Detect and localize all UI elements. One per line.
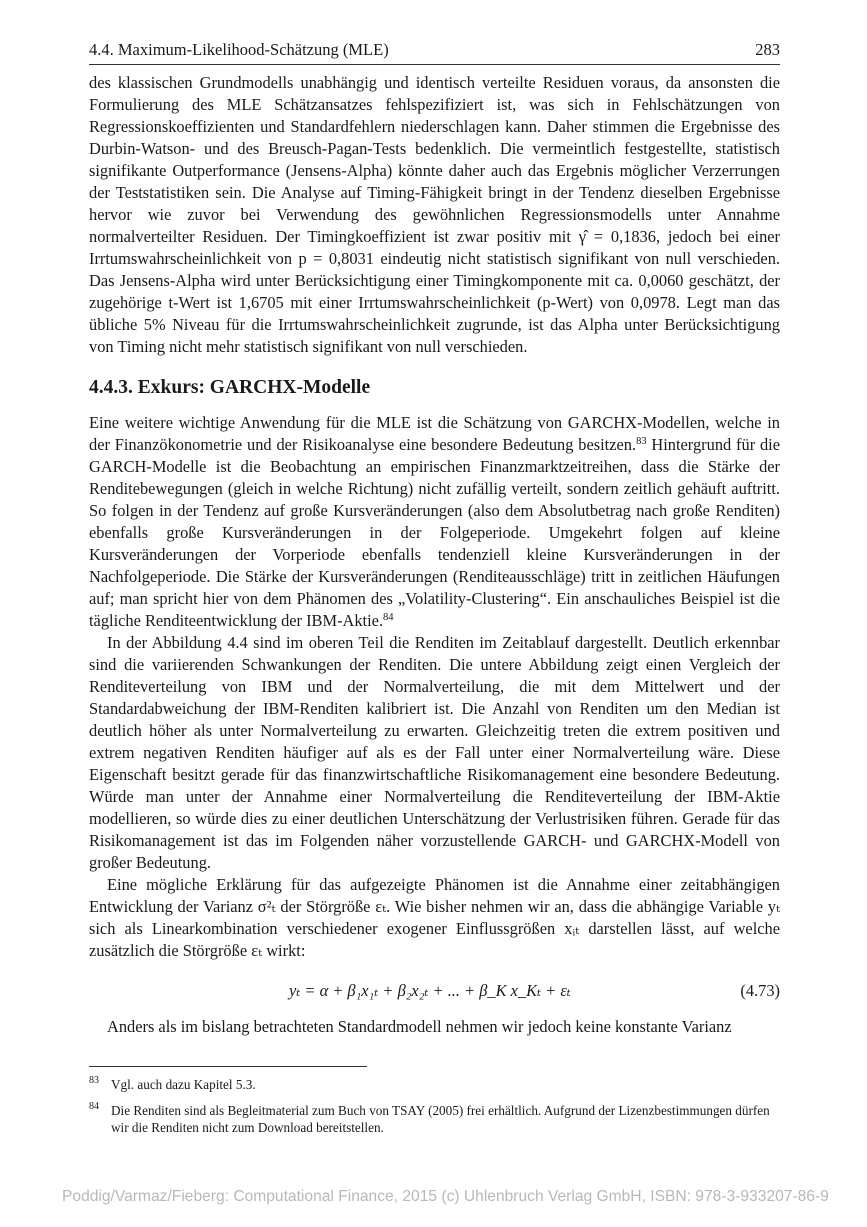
footnote-ref-83[interactable]: 83 — [636, 436, 647, 447]
footnote-rule — [89, 1066, 367, 1067]
footnotes — [89, 1076, 780, 1145]
equation-number: (4.73) — [740, 981, 780, 1000]
page-body — [89, 72, 780, 1038]
footnote-ref-84[interactable]: 84 — [383, 612, 394, 623]
paragraph-continues: Anders als im bislang betrachteten Standardmodell nehmen wir jedoch keine konstante Varianz — [107, 1017, 732, 1036]
footnote-text: Vgl. auch dazu Kapitel 5.3. — [111, 1077, 256, 1092]
footnote-84 — [89, 1102, 780, 1136]
equation-formula: yₜ = α + β₁x₁ₜ + β₂x₂ₜ + ... + β_K x_Kₜ + εₜ — [289, 981, 571, 1000]
paragraph-figure-discussion: In der Abbildung 4.4 sind im oberen Teil die Renditen im Zeitablauf dargestellt. Deutlich erkennbar sind die variierenden Schwankungen der Renditen. Die untere Abbildung zeigt einen Vergleich der Renditeverteilung von IBM und der Normalverteilung, die mit dem Mittelwert und der Standardabweichung der IBM-Renditen kalibriert ist. Die Anzahl von Renditen um den Median ist deutlich höher als unter Normalverteilung zu erwarten. Gleichzeitig treten die extrem positiven und extrem negativen Renditen häufiger auf als es der Fall unter einer Normalverteilung wäre. Diese Eigenschaft besitzt gerade für das finanzwirtschaftliche Risikomanagement eine besondere Bedeutung. Würde man unter der Annahme einer Normalverteilung die Renditeverteilung der IBM-Aktie modellieren, so würde dies zu einer deutlichen Unterschätzung der Verlustrisiken führen. Gerade für das Risikomanagement ist das im Folgenden näher vorzustellende GARCH- und GARCHX-Modell von großer Bedeutung. — [89, 633, 780, 872]
paragraph-continuation: des klassischen Grundmodells unabhängig und identisch verteilte Residuen voraus, da ansonsten die Formulierung des MLE Schätzansatzes fehlspezifiziert ist, was sich in Fehlschätzungen von Regressionskoeffizienten und Standardfehlern niederschlagen kann. Daher stimmen die Ergebnisse des Durbin-Watson- und des Breusch-Pagan-Tests bedenklich. Die vermeintlich festgestellte, statistisch signifikante Outperformance (Jensens-Alpha) könnte daher auch das Ergebnis möglicher Verzerrungen der Teststatistiken sein. Die Analyse auf Timing-Fähigkeit bringt in der Tendenz dieselben Ergebnisse hervor wie zuvor bei Verwendung des gewöhnlichen Regressionsmodells unter Annahme normalverteilter Residuen. Der Timingkoeffizient ist zwar positiv mit γ̂ = 0,1836, jedoch bei einer Irrtumswahrscheinlichkeit von p = 0,8031 eindeutig nicht statistisch signifikant von null verschieden. Das Jensens-Alpha wird unter Berücksichtigung einer Timingkomponente mit ca. 0,0060 geschätzt, der zugehörige t-Wert ist 1,6705 mit einer Irrtumswahrscheinlichkeit (p-Wert) von 0,0978. Legt man das übliche 5% Niveau für die Irrtumswahrscheinlichkeit zugrunde, ist das Alpha unter Berücksichtigung von Timing nicht mehr statistisch signifikant von null verschieden. — [89, 73, 780, 356]
paragraph-intro — [89, 412, 780, 632]
equation-4-73 — [89, 980, 780, 1002]
footnote-mark: 84 — [89, 1101, 99, 1112]
page-number: 283 — [755, 40, 780, 59]
footnote-mark: 83 — [89, 1075, 99, 1086]
footnote-text: Die Renditen sind als Begleitmaterial zum Buch von TSAY (2005) frei erhältlich. Aufgrund der Lizenzbestimmungen dürfen wir die Renditen nicht zum Download bereitstellen. — [111, 1103, 770, 1135]
footnote-83 — [89, 1076, 780, 1093]
section-heading: 4.4.3. Exkurs: GARCHX-Modelle — [89, 377, 371, 398]
copyright-watermark: Poddig/Varmaz/Fieberg: Computational Finance, 2015 (c) Uhlenbruch Verlag GmbH, ISBN: 978-3-933207-86-9 — [62, 1188, 829, 1205]
paragraph-variance-explanation: Eine mögliche Erklärung für das aufgezeigte Phänomen ist die Annahme einer zeitabhängigen Entwicklung der Varianz σ²ₜ der Störgröße εₜ. Wie bisher nehmen wir an, dass die abhängige Variable yₜ sich als Linearkombination verschiedener exogener Einflussgrößen xᵢₜ darstellen lässt, auf welche zusätzlich die Störgröße εₜ wirkt: — [89, 875, 780, 960]
paragraph-intro-text-a: Eine weitere wichtige Anwendung für die MLE ist die Schätzung von GARCHX-Modellen, welche in der Finanzökonometrie und der Risikoanalyse eine besondere Bedeutung besitzen. — [89, 413, 780, 454]
running-header-section: 4.4. Maximum-Likelihood-Schätzung (MLE) — [89, 40, 389, 59]
running-header — [89, 40, 780, 65]
paragraph-intro-text-b: Hintergrund für die GARCH-Modelle ist die Beobachtung an empirischen Finanzmarktzeitreihen, dass die Stärke der Renditebewegungen (gleich in welche Richtung) nicht zufällig verteilt, sondern zeitlich gehäuft auftritt. So folgen in der Tendenz auf große Kursveränderungen (also dem Absolutbetrag nach große Renditen) ebenfalls große Kursveränderungen in der Folgeperiode. Umgekehrt folgen auf kleine Kursveränderungen der Vorperiode ebenfalls tendenziell kleine Kursveränderungen in der Nachfolgeperiode. Die Stärke der Kursveränderungen (Renditeausschläge) tritt in zeitlichen Häufungen auf; man spricht hier von dem Phänomen des „Volatility-Clustering“. Ein anschauliches Beispiel ist die tägliche Renditeentwicklung der IBM-Aktie. — [89, 435, 781, 630]
